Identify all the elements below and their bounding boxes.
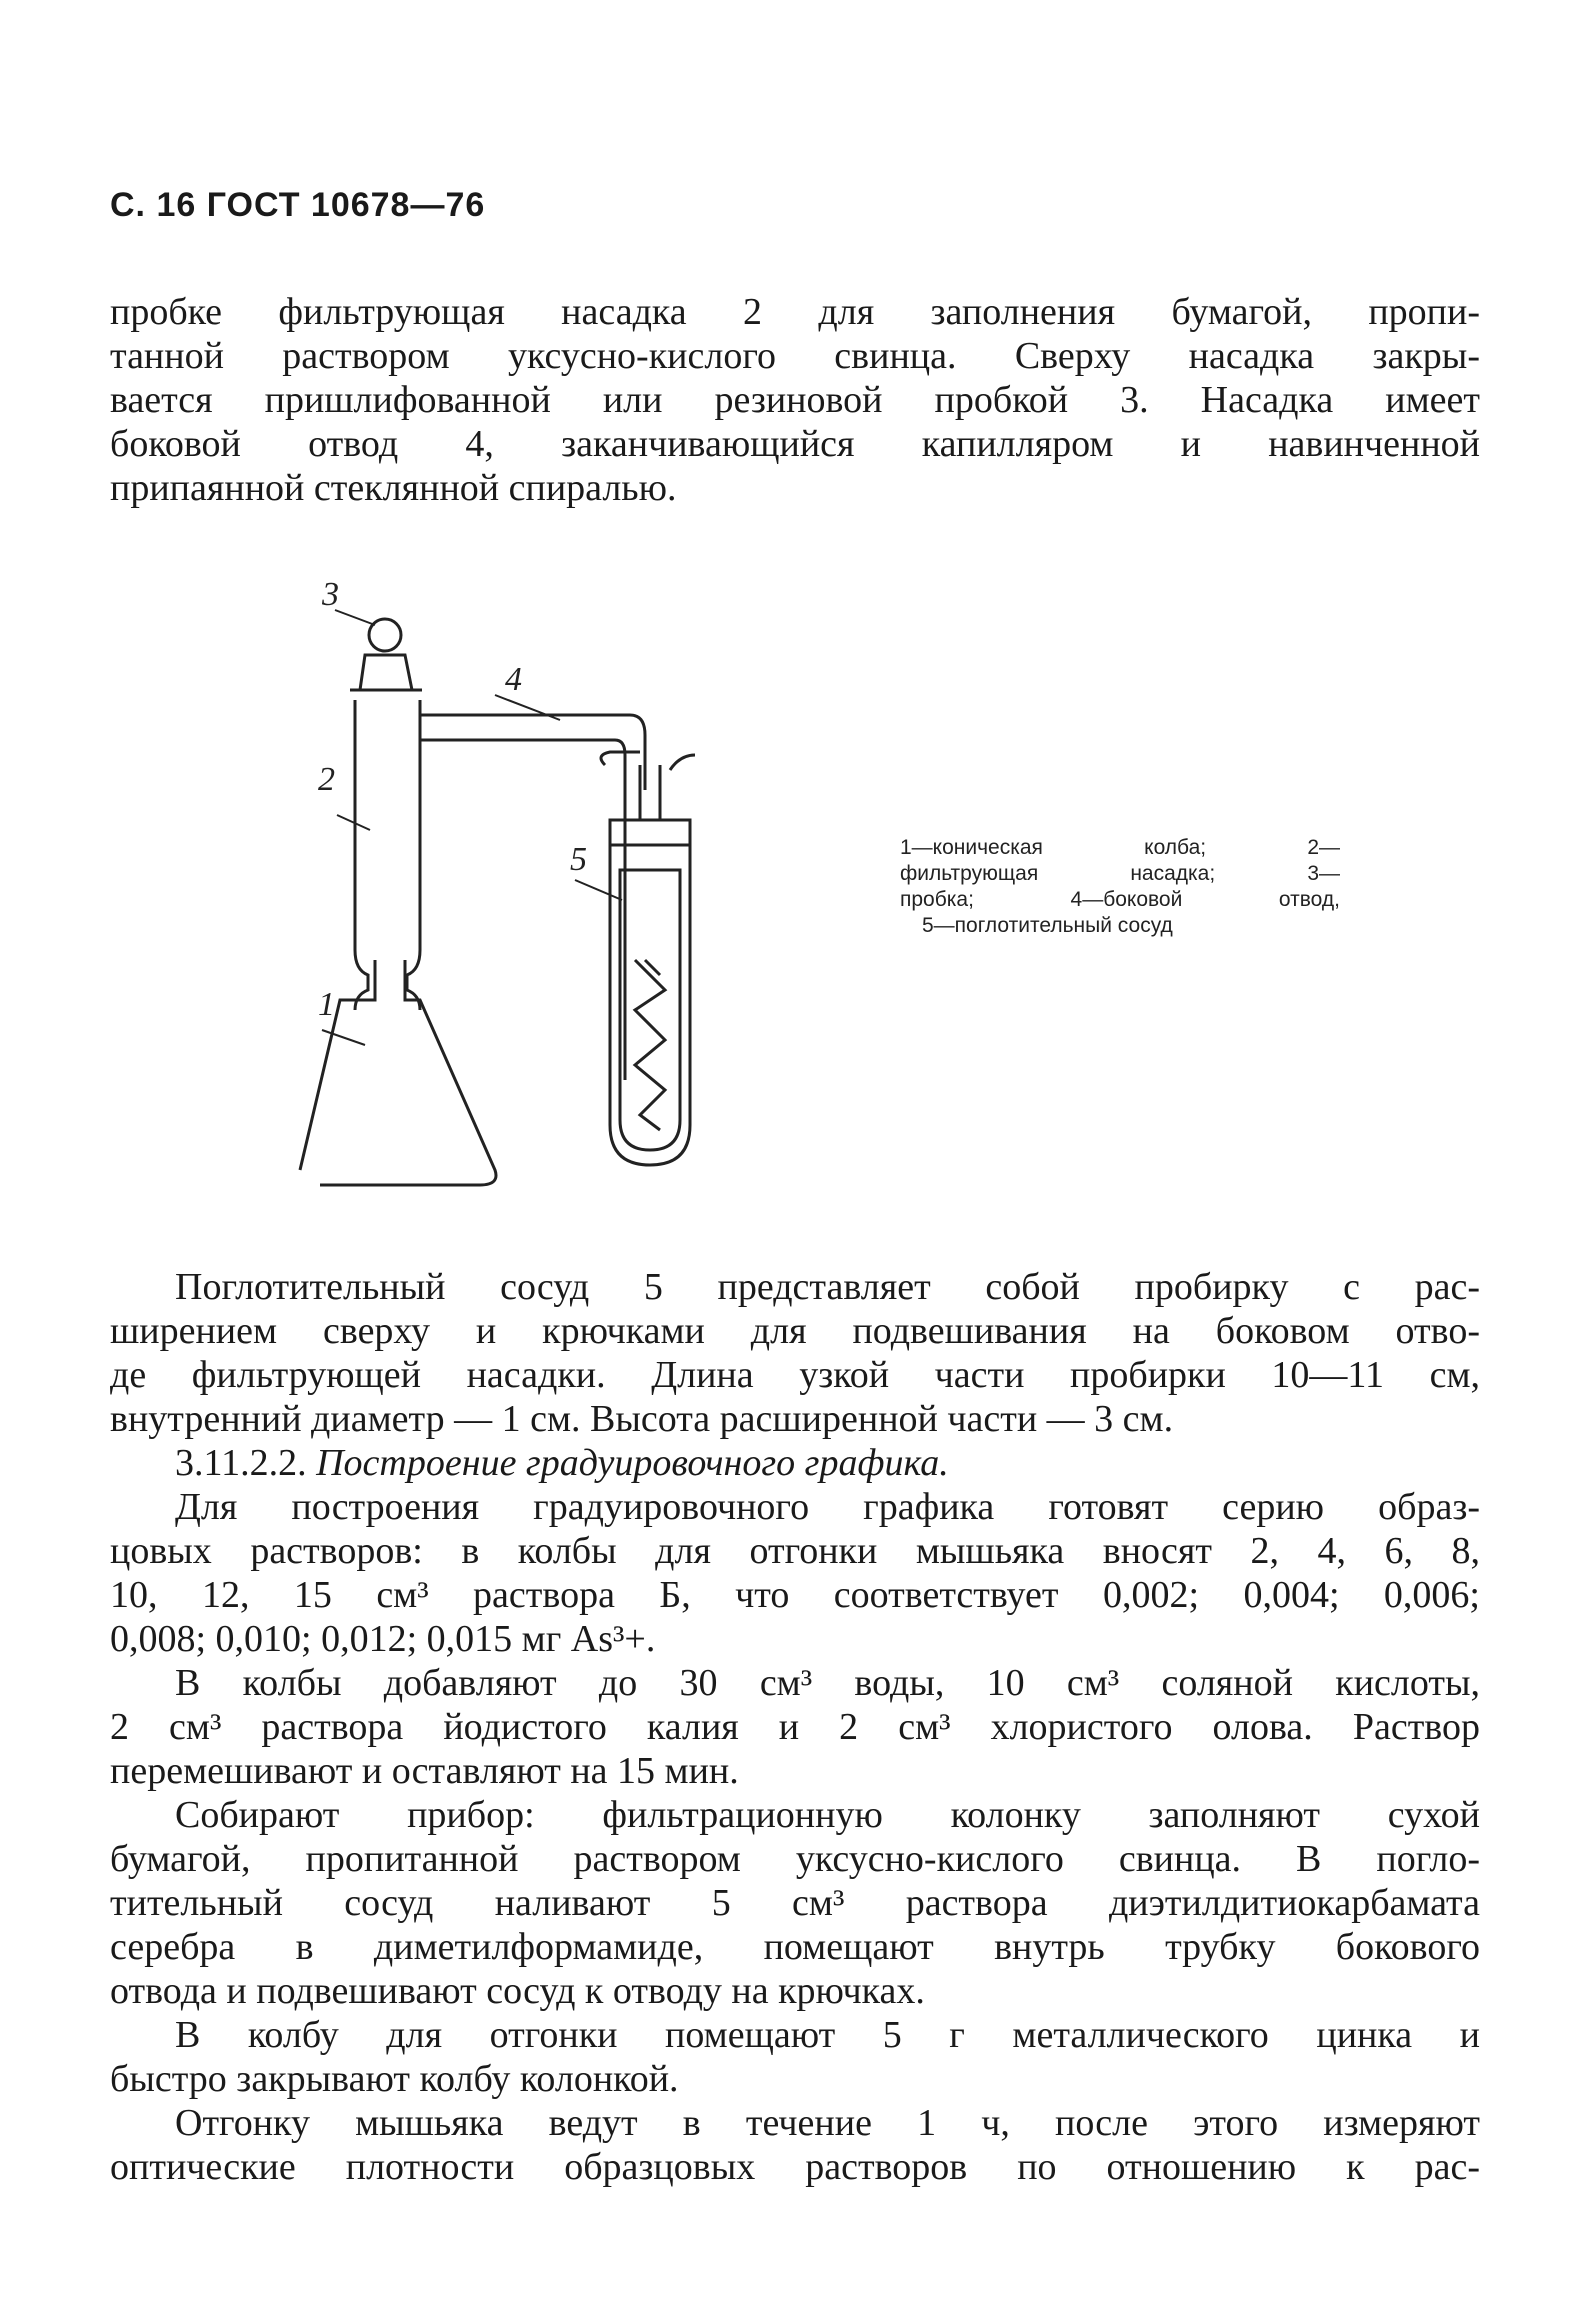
caption-line: 5—поглотительный сосуд bbox=[922, 914, 1173, 937]
label-4: 4 bbox=[505, 661, 522, 698]
caption-line: 1—коническая колба; 2— bbox=[900, 836, 1340, 859]
caption-line: пробка; 4—боковой отвод, bbox=[900, 888, 1340, 911]
text-line: вается пришлифованной или резиновой пробкой 3. Насадка имеет bbox=[110, 379, 1480, 421]
text-line: В колбу для отгонки помещают 5 г металлического цинка и bbox=[175, 2014, 1480, 2056]
label-5: 5 bbox=[570, 841, 587, 878]
flask-right bbox=[320, 960, 496, 1185]
text-line: бумагой, пропитанной раствором уксусно-кислого свинца. В погло- bbox=[110, 1838, 1480, 1880]
figure-caption bbox=[900, 835, 1340, 939]
text-line: Собирают прибор: фильтрационную колонку заполняют сухой bbox=[175, 1794, 1480, 1836]
text-line: быстро закрывают колбу колонкой. bbox=[110, 2058, 679, 2100]
filter-column-right bbox=[407, 700, 420, 1010]
section-heading: 3.11.2.2. Построение градуировочного графика. bbox=[175, 1442, 949, 1484]
label-3: 3 bbox=[322, 576, 339, 613]
page-header: С. 16 ГОСТ 10678—76 bbox=[110, 186, 486, 224]
text-line: Отгонку мышьяка ведут в течение 1 ч, после этого измеряют bbox=[175, 2102, 1480, 2144]
label-2: 2 bbox=[318, 761, 335, 798]
text-line: 10, 12, 15 см³ раствора Б, что соответствует 0,002; 0,004; 0,006; bbox=[110, 1574, 1480, 1616]
side-arm-inner bbox=[420, 740, 625, 1080]
glass-spiral bbox=[635, 960, 665, 1130]
text-line: Поглотительный сосуд 5 представляет собой пробирку с рас- bbox=[175, 1266, 1480, 1308]
text-line: припаянной стеклянной спиралью. bbox=[110, 467, 677, 509]
hook-left bbox=[601, 752, 640, 765]
label-1: 1 bbox=[318, 986, 335, 1023]
text-line: тительный сосуд наливают 5 см³ раствора диэтилдитиокарбамата bbox=[110, 1882, 1480, 1924]
text-line: оптические плотности образцовых растворов по отношению к рас- bbox=[110, 2146, 1480, 2188]
text-line: 2 см³ раствора йодистого калия и 2 см³ хлористого олова. Раствор bbox=[110, 1706, 1480, 1748]
text-line: серебра в диметилформамиде, помещают внутрь трубку бокового bbox=[110, 1926, 1480, 1968]
hook-right bbox=[670, 755, 695, 770]
text-line: танной раствором уксусно-кислого свинца. Сверху насадка закры- bbox=[110, 335, 1480, 377]
text-line: отвода и подвешивают сосуд к отводу на крючках. bbox=[110, 1970, 925, 2012]
text-line: цовых растворов: в колбы для отгонки мышьяка вносят 2, 4, 6, 8, bbox=[110, 1530, 1480, 1572]
caption-line: фильтрующая насадка; 3— bbox=[900, 862, 1340, 885]
text-line: Для построения градуировочного графика готовят серию образ- bbox=[175, 1486, 1480, 1528]
stopper bbox=[360, 655, 412, 690]
text-line: перемешивают и оставляют на 15 мин. bbox=[110, 1750, 739, 1792]
text-line: 0,008; 0,010; 0,012; 0,015 мг As³+. bbox=[110, 1618, 656, 1660]
text-line: внутренний диаметр — 1 см. Высота расширенной части — 3 см. bbox=[110, 1398, 1174, 1440]
filter-column-left bbox=[355, 700, 368, 1010]
text-line: ширением сверху и крючками для подвешивания на боковом отво- bbox=[110, 1310, 1480, 1352]
text-line: пробке фильтрующая насадка 2 для заполнения бумагой, пропи- bbox=[110, 291, 1480, 333]
absorber-vessel bbox=[610, 820, 690, 1165]
text-line: В колбы добавляют до 30 см³ воды, 10 см³ соляной кислоты, bbox=[175, 1662, 1480, 1704]
text-line: де фильтрующей насадки. Длина узкой части пробирки 10—11 см, bbox=[110, 1354, 1480, 1396]
text-line: боковой отвод 4, заканчивающийся капилляром и навинченной bbox=[110, 423, 1480, 465]
